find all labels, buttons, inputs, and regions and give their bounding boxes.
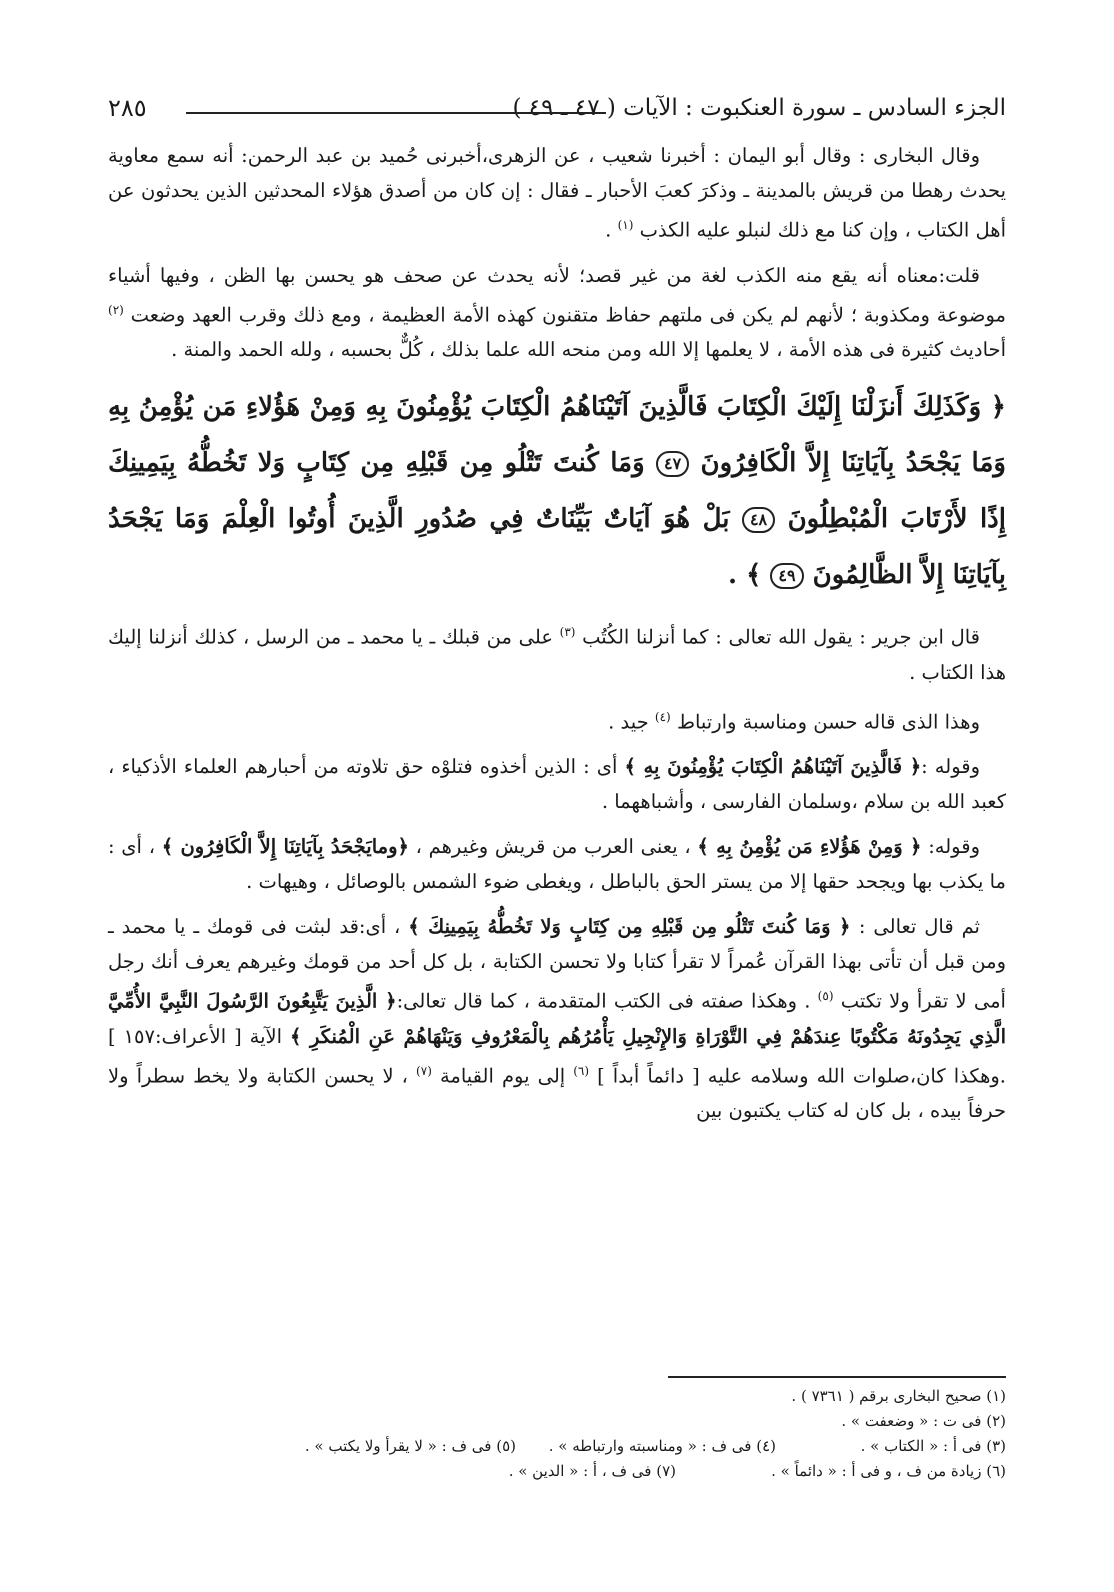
quote-text: ﴿ فَالَّذِينَ آتَيْنَاهُمُ الْكِتَابَ يُؤْمِنُونَ بِهِ ﴾ [624,755,922,778]
paragraph-text: ، أى : ما يكذب بها ويجحد حقها إلا من يستر الحق بالباطل ، ويغطى ضوء الشمس بالوصائل ، وهيهات . [108,835,1006,893]
paragraph-text: وقال البخارى : وقال أبو اليمان : أخبرنا شعيب ، عن الزهرى،أخبرنى حُميد بن عبد الرحمن: أنه سمع معاوية يحدث رهطا من قريش بالمدينة ـ وذكرَ كعبَ الأحبار ـ فقال : إن كان من أصدق هؤلاء المحدثين الذين يحدثون عن أهل الكتاب ، وإن كنا مع ذلك لنبلو عليه الكذب [108,144,1006,242]
footnote-6: (٦) زيادة من ف ، و فى أ : « دائماً » . [771,1462,1006,1480]
paragraph-text: ثم قال تعالى : [858,915,980,938]
footnote-5: (٥) فى ف : « لا يقرأ ولا يكتب » . [304,1437,516,1455]
paragraph-text: على من قبلك ـ يا محمد ـ من الرسل ، كذلك أنزلنا إليك هذا الكتاب . [108,625,1006,684]
running-title: الجزء السادس ـ سورة العنكبوت : الآيات ( ٤٧ ـ ٤٩ ) [512,95,1006,121]
paragraph-text: الآية [ الأعراف:١٥٧ ] .وهكذا كان،صلوات الله وسلامه عليه [ دائماً أبداً ] [108,1024,1007,1087]
footnotes [108,1384,1006,1484]
footnote-ref: (٦) [573,1063,590,1078]
paragraph-text: ، أى:قد لبثت فى قومك ـ يا محمد ـ ومن قبل أن تأتى بهذا القرآن عُمراً لا تقرأ كتابا ولا تحسن الكتابة ، بل كل أحد من قومك وغيرهم يعرف أنك رجل أمى لا تقرأ ولا تكتب [108,915,1006,1013]
footnote-ref: (١) [617,218,634,232]
footnote-7: (٧) فى ف ، أ : « الدين » . [508,1462,676,1480]
footnote-ref: (٧) [416,1063,432,1078]
quran-verse [108,379,1006,603]
paragraph-qawluhu-1 [108,749,1006,819]
footnote-ref: (٤) [654,709,671,724]
paragraph-text: قال ابن جرير : يقول الله تعالى : كما أنزلنا الكُتُب [582,625,981,649]
paragraph-text: وقوله : [921,755,981,778]
paragraph-text: وهذا الذى قاله حسن ومناسبة وارتباط [676,710,980,733]
paragraph-text: ، لا يحسن الكتابة ولا يخط سطراً ولا حرفاً بيده ، بل كان له كتاب يكتبون بين [108,1064,1006,1122]
footnote-1: (١) صحيح البخارى برقم ( ٧٣٦١ ) . [791,1387,1006,1405]
paragraph-qawluhu-2 [108,829,1006,899]
quote-text: ﴿ وَمِنْ هَؤُلاءِ مَن يُؤْمِنُ بِهِ ﴾ [697,835,922,858]
paragraph-text: إلى يوم القيامة [439,1064,574,1087]
quote-text: ﴿ وَمَا كُنتَ تَتْلُو مِن قَبْلِهِ مِن كِتَابٍ وَلا تَخُطُّهُ بِيَمِينِكَ ﴾ [408,915,859,938]
footnote-row [108,1434,1006,1459]
verse-text: ﴾ . [728,560,771,590]
ayah-number: ٤٧ [656,451,689,477]
ayah-number: ٤٩ [770,563,803,589]
page-header [108,88,1006,128]
paragraph-thumma-qala [108,909,1006,1128]
footnote-ref: (٥) [817,989,834,1003]
paragraph-text: أى : الذين أخذوه فتلوْه حق تلاوته من أحبارهم العلماء الأذكياء ، كعبد الله بن سلام ،وسلمان الفارسى ، وأشباههما . [108,755,1006,813]
footnote-row [108,1459,1006,1484]
header-rule [186,112,606,114]
paragraph-text: جيد . [608,710,655,733]
paragraph-text: . [605,218,618,242]
paragraph-ibn-jarir [108,615,1006,690]
verse-text: وَمَا كُنتَ تَتْلُو مِن قَبْلِهِ مِن كِتَابٍ وَلا تَخُطُّهُ بِيَمِينِكَ إِذًا لأَرْتَابَ الْمُبْطِلُونَ [108,448,1006,534]
paragraph-bukhari [108,138,1006,248]
verse-text: بَلْ هُوَ آيَاتٌ بَيِّنَاتٌ فِي صُدُورِ الَّذِينَ أُوتُوا الْعِلْمَ وَمَا يَجْحَدُ بِآيَاتِنَا إِلاَّ الظَّالِمُونَ [108,504,1006,590]
quote-text: ﴿ومايَجْحَدُ بِآيَاتِنَا إِلاَّ الْكَافِرُون ﴾ [161,835,409,858]
paragraph-comment-2 [108,700,1006,740]
footnote-2: (٢) فى ت : « وضعفت » . [841,1412,1006,1430]
paragraph-comment [108,258,1006,368]
paragraph-text: ، يعنى العرب من قريش وغيرهم ، [408,835,698,858]
footnote-ref: (٢) [108,302,124,317]
footnote-rule [668,1376,1006,1378]
main-text [108,138,1006,1138]
paragraph-text: قلت:معناه أنه يقع منه الكذب لغة من غير قصد؛ لأنه يحدث عن صحف هو يحسن بها الظن ، وفيها أشياء موضوعة ومكذوبة ؛ لأنهم لم يكن فى ملتهم حفاظ متقنون كهذه الأمة العظيمة ، ومع ذلك وقرب العهد وضعت [108,263,1006,326]
verse-text: ﴿ وَكَذَلِكَ أَنزَلْنَا إِلَيْكَ الْكِتَابَ فَالَّذِينَ آتَيْنَاهُمُ الْكِتَابَ يُؤْمِنُونَ بِهِ وَمِنْ هَؤُلاءِ مَن يُؤْمِنُ بِهِ وَمَا يَجْحَدُ بِآيَاتِنَا إِلاَّ الْكَافِرُونَ [108,392,1006,478]
footnote-ref: (٣) [559,625,576,639]
paragraph-text: وقوله: [928,835,980,858]
footnote-row [108,1409,1006,1434]
paragraph-text: . وهكذا صفته فى الكتب المتقدمة ، كما قال تعالى: [396,989,818,1013]
paragraph-text: أحاديث كثيرة فى هذه الأمة ، لا يعلمها إلا الله ومن منحه الله علما بذلك ، كُلٌّ بحسبه ، ولله الحمد والمنة . [171,338,1006,361]
quote-text: ﴿ الَّذِينَ يَتَّبِعُونَ الرَّسُولَ النَّبِيَّ الأُمِّيَّ الَّذِي يَجِدُونَهُ مَكْتُوبًا عِندَهُمْ فِي التَّوْرَاةِ وَالإِنْجِيلِ يَأْمُرُهُم بِالْمَعْرُوفِ وَيَنْهَاهُمْ عَنِ الْمُنكَرِ ﴾ [108,989,1007,1048]
footnote-row [108,1384,1006,1409]
page-number: ٢٨٥ [108,94,147,122]
footnote-4: (٤) فى ف : « ومناسبته وارتباطه » . [548,1437,776,1455]
footnote-3: (٣) فى أ : « الكتاب » . [860,1437,1006,1455]
ayah-number: ٤٨ [742,507,775,533]
